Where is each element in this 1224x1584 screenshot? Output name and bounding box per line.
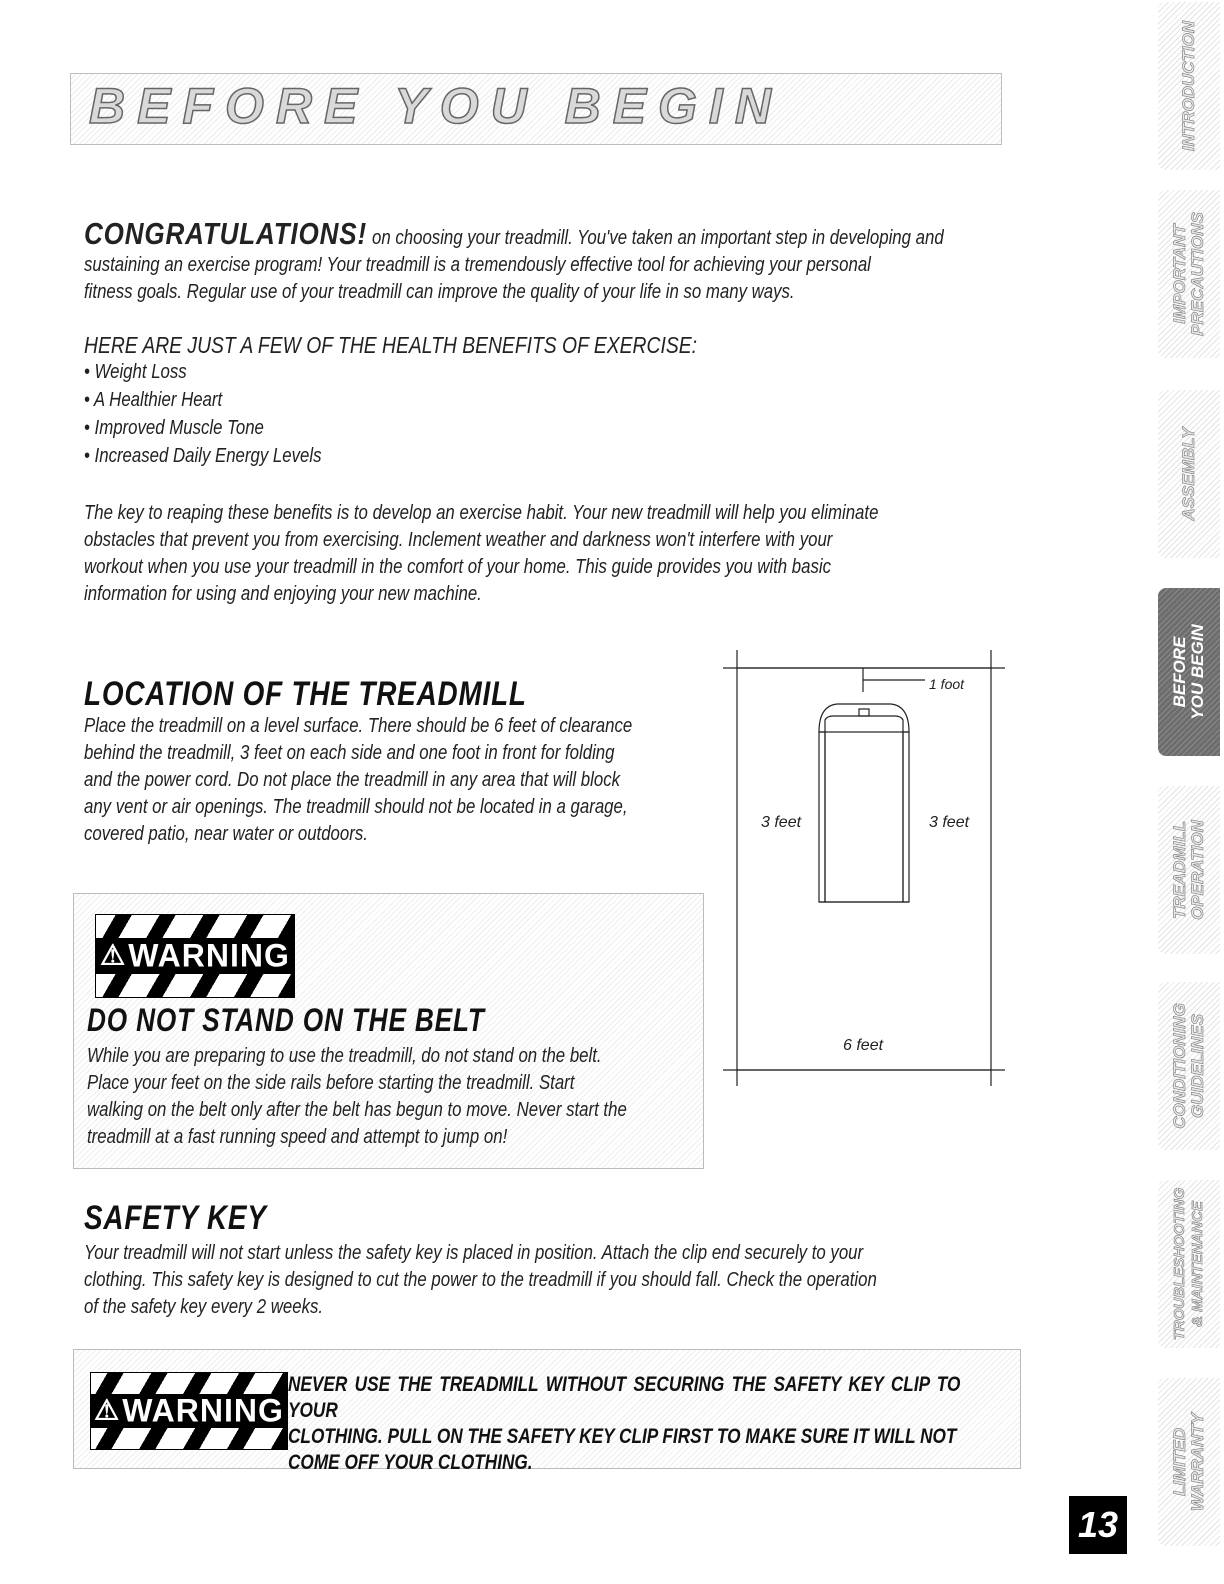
- paragraph-line: CLOTHING. PULL ON THE SAFETY KEY CLIP FIRST TO MAKE SURE IT WILL NOT: [288, 1425, 957, 1448]
- tab-label-line: INTRODUCTION: [1179, 20, 1198, 152]
- tab-label-line: BEFORE: [1170, 636, 1189, 708]
- list-item: • A Healthier Heart: [84, 386, 321, 414]
- tab-label-line: TROUBLESHOOTING: [1171, 1187, 1188, 1341]
- tab-treadmill-operation[interactable]: [1158, 786, 1220, 954]
- paragraph-line: COME OFF YOUR CLOTHING.: [288, 1451, 533, 1474]
- paragraph-line: any vent or air openings. The treadmill should not be located in a garage,: [84, 796, 628, 818]
- page-title: BEFORE YOU BEGIN: [89, 78, 783, 134]
- tab-label-line: CONDITIONING: [1170, 1003, 1189, 1129]
- treadmill-rail-left: [819, 732, 825, 902]
- list-item: • Weight Loss: [84, 358, 321, 386]
- tab-label-line: WARRANTY: [1188, 1412, 1207, 1512]
- benefits-list: [84, 358, 321, 470]
- tab-label-line: LIMITED: [1170, 1428, 1189, 1496]
- warning-box-belt: [73, 893, 704, 1169]
- paragraph-line: walking on the belt only after the belt has begun to move. Never start the: [87, 1099, 627, 1121]
- safety-key-paragraph: [84, 1240, 974, 1321]
- tab-before-you-begin[interactable]: [1158, 588, 1220, 756]
- paragraph-line: Your treadmill will not start unless the safety key is placed in position. Attach the clip end securely to your: [84, 1242, 864, 1264]
- back-clearance-label: 6 feet: [843, 1037, 884, 1054]
- paragraph-line: information for using and enjoying your new machine.: [84, 583, 482, 605]
- paragraph-line: obstacles that prevent you from exercising. Inclement weather and darkness won't interfere with your: [84, 529, 833, 551]
- warning-label: [96, 938, 294, 975]
- tab-label-line: IMPORTANT: [1170, 224, 1189, 324]
- treadmill-console: [819, 704, 909, 732]
- tab-assembly[interactable]: [1158, 390, 1220, 558]
- warning-belt-paragraph: [87, 1043, 715, 1151]
- warning-word: WARNING: [128, 937, 290, 974]
- tab-label: [1171, 624, 1207, 719]
- location-paragraph: [84, 713, 693, 848]
- paragraph-line: clothing. This safety key is designed to cut the power to the treadmill if you should fall. Check the operation: [84, 1269, 877, 1291]
- safety-key-warning-text: [288, 1372, 960, 1476]
- hazard-stripes: [96, 974, 294, 997]
- location-heading: LOCATION OF THE TREADMILL: [84, 675, 527, 713]
- warning-label: [91, 1393, 287, 1430]
- treadmill-clearance-diagram: [715, 650, 1007, 1090]
- paragraph-line: While you are preparing to use the treadmill, do not stand on the belt.: [87, 1045, 602, 1067]
- warning-belt-heading: DO NOT STAND ON THE BELT: [87, 1002, 485, 1038]
- intro-paragraph: [84, 216, 979, 306]
- page-header-banner: [70, 73, 1002, 145]
- tab-label-line: GUIDELINES: [1188, 1014, 1207, 1118]
- tab-label-line: PRECAUTIONS: [1188, 212, 1207, 336]
- tab-limited-warranty[interactable]: [1158, 1378, 1220, 1546]
- hazard-stripes: [91, 1373, 287, 1394]
- tab-label: [1171, 1003, 1207, 1129]
- clearance-area-outline: [737, 668, 991, 1070]
- tab-label: [1171, 212, 1207, 336]
- paragraph-line: workout when you use your treadmill in the comfort of your home. This guide provides you with basic: [84, 556, 832, 578]
- intro-line: sustaining an exercise program! Your treadmill is a tremendously effective tool for achieving your personal: [84, 254, 871, 276]
- paragraph-line: treadmill at a fast running speed and attempt to jump on!: [87, 1126, 508, 1148]
- left-clearance-label: 3 feet: [761, 814, 802, 831]
- list-item: • Increased Daily Energy Levels: [84, 442, 321, 470]
- tab-label: [1171, 1188, 1207, 1341]
- safety-key-heading: SAFETY KEY: [84, 1199, 267, 1237]
- warning-badge: [95, 914, 295, 998]
- treadmill-belt: [825, 732, 903, 902]
- tab-label: [1171, 820, 1207, 920]
- warning-triangle-icon: ⚠: [94, 1394, 121, 1426]
- tab-label-line: YOU BEGIN: [1188, 624, 1207, 720]
- tab-label: [1180, 427, 1198, 520]
- tab-label-line: & MAINTENANCE: [1189, 1201, 1206, 1327]
- tab-conditioning-guidelines[interactable]: [1158, 982, 1220, 1150]
- paragraph-line: Place your feet on the side rails before starting the treadmill. Start: [87, 1072, 575, 1094]
- tab-label-line: ASSEMBLY: [1179, 427, 1198, 521]
- tab-important-precautions[interactable]: [1158, 190, 1220, 358]
- warning-badge: [90, 1372, 288, 1450]
- front-clearance-label: 1 foot: [929, 676, 965, 692]
- paragraph-line: The key to reaping these benefits is to develop an exercise habit. Your new treadmill will help you eliminate: [84, 502, 879, 524]
- warning-box-safety-key: [73, 1349, 1021, 1474]
- hazard-stripes: [91, 1428, 287, 1449]
- paragraph-line: Place the treadmill on a level surface. There should be 6 feet of clearance: [84, 715, 633, 737]
- warning-word: WARNING: [122, 1392, 284, 1429]
- intro-line: fitness goals. Regular use of your treadmill can improve the quality of your life in so many ways.: [84, 281, 795, 303]
- paragraph-line: of the safety key every 2 weeks.: [84, 1296, 324, 1318]
- tab-troubleshooting-maintenance[interactable]: [1158, 1180, 1220, 1348]
- right-clearance-label: 3 feet: [929, 814, 970, 831]
- benefits-heading: HERE ARE JUST A FEW OF THE HEALTH BENEFITS OF EXERCISE:: [84, 332, 697, 358]
- hazard-stripes: [96, 915, 294, 938]
- tab-label-line: TREADMILL: [1170, 820, 1189, 920]
- tab-label: [1171, 1413, 1207, 1511]
- paragraph-line: covered patio, near water or outdoors.: [84, 823, 368, 845]
- console-button: [859, 709, 869, 716]
- paragraph-line: behind the treadmill, 3 feet on each side and one foot in front for folding: [84, 742, 615, 764]
- intro-lead: CONGRATULATIONS!: [84, 216, 367, 251]
- tab-label-line: OPERATION: [1188, 820, 1207, 920]
- key-paragraph: [84, 500, 974, 608]
- tab-label: [1180, 21, 1198, 151]
- list-item: • Improved Muscle Tone: [84, 414, 321, 442]
- tab-introduction[interactable]: [1158, 2, 1220, 170]
- page-number: 13: [1069, 1496, 1127, 1554]
- treadmill-rail-right: [903, 732, 909, 902]
- warning-triangle-icon: ⚠: [100, 939, 127, 971]
- paragraph-line: NEVER USE THE TREADMILL WITHOUT SECURING THE SAFETY KEY CLIP TO YOUR: [288, 1373, 961, 1422]
- paragraph-line: and the power cord. Do not place the treadmill in any area that will block: [84, 769, 621, 791]
- intro-line: on choosing your treadmill. You've taken an important step in developing and: [372, 227, 944, 249]
